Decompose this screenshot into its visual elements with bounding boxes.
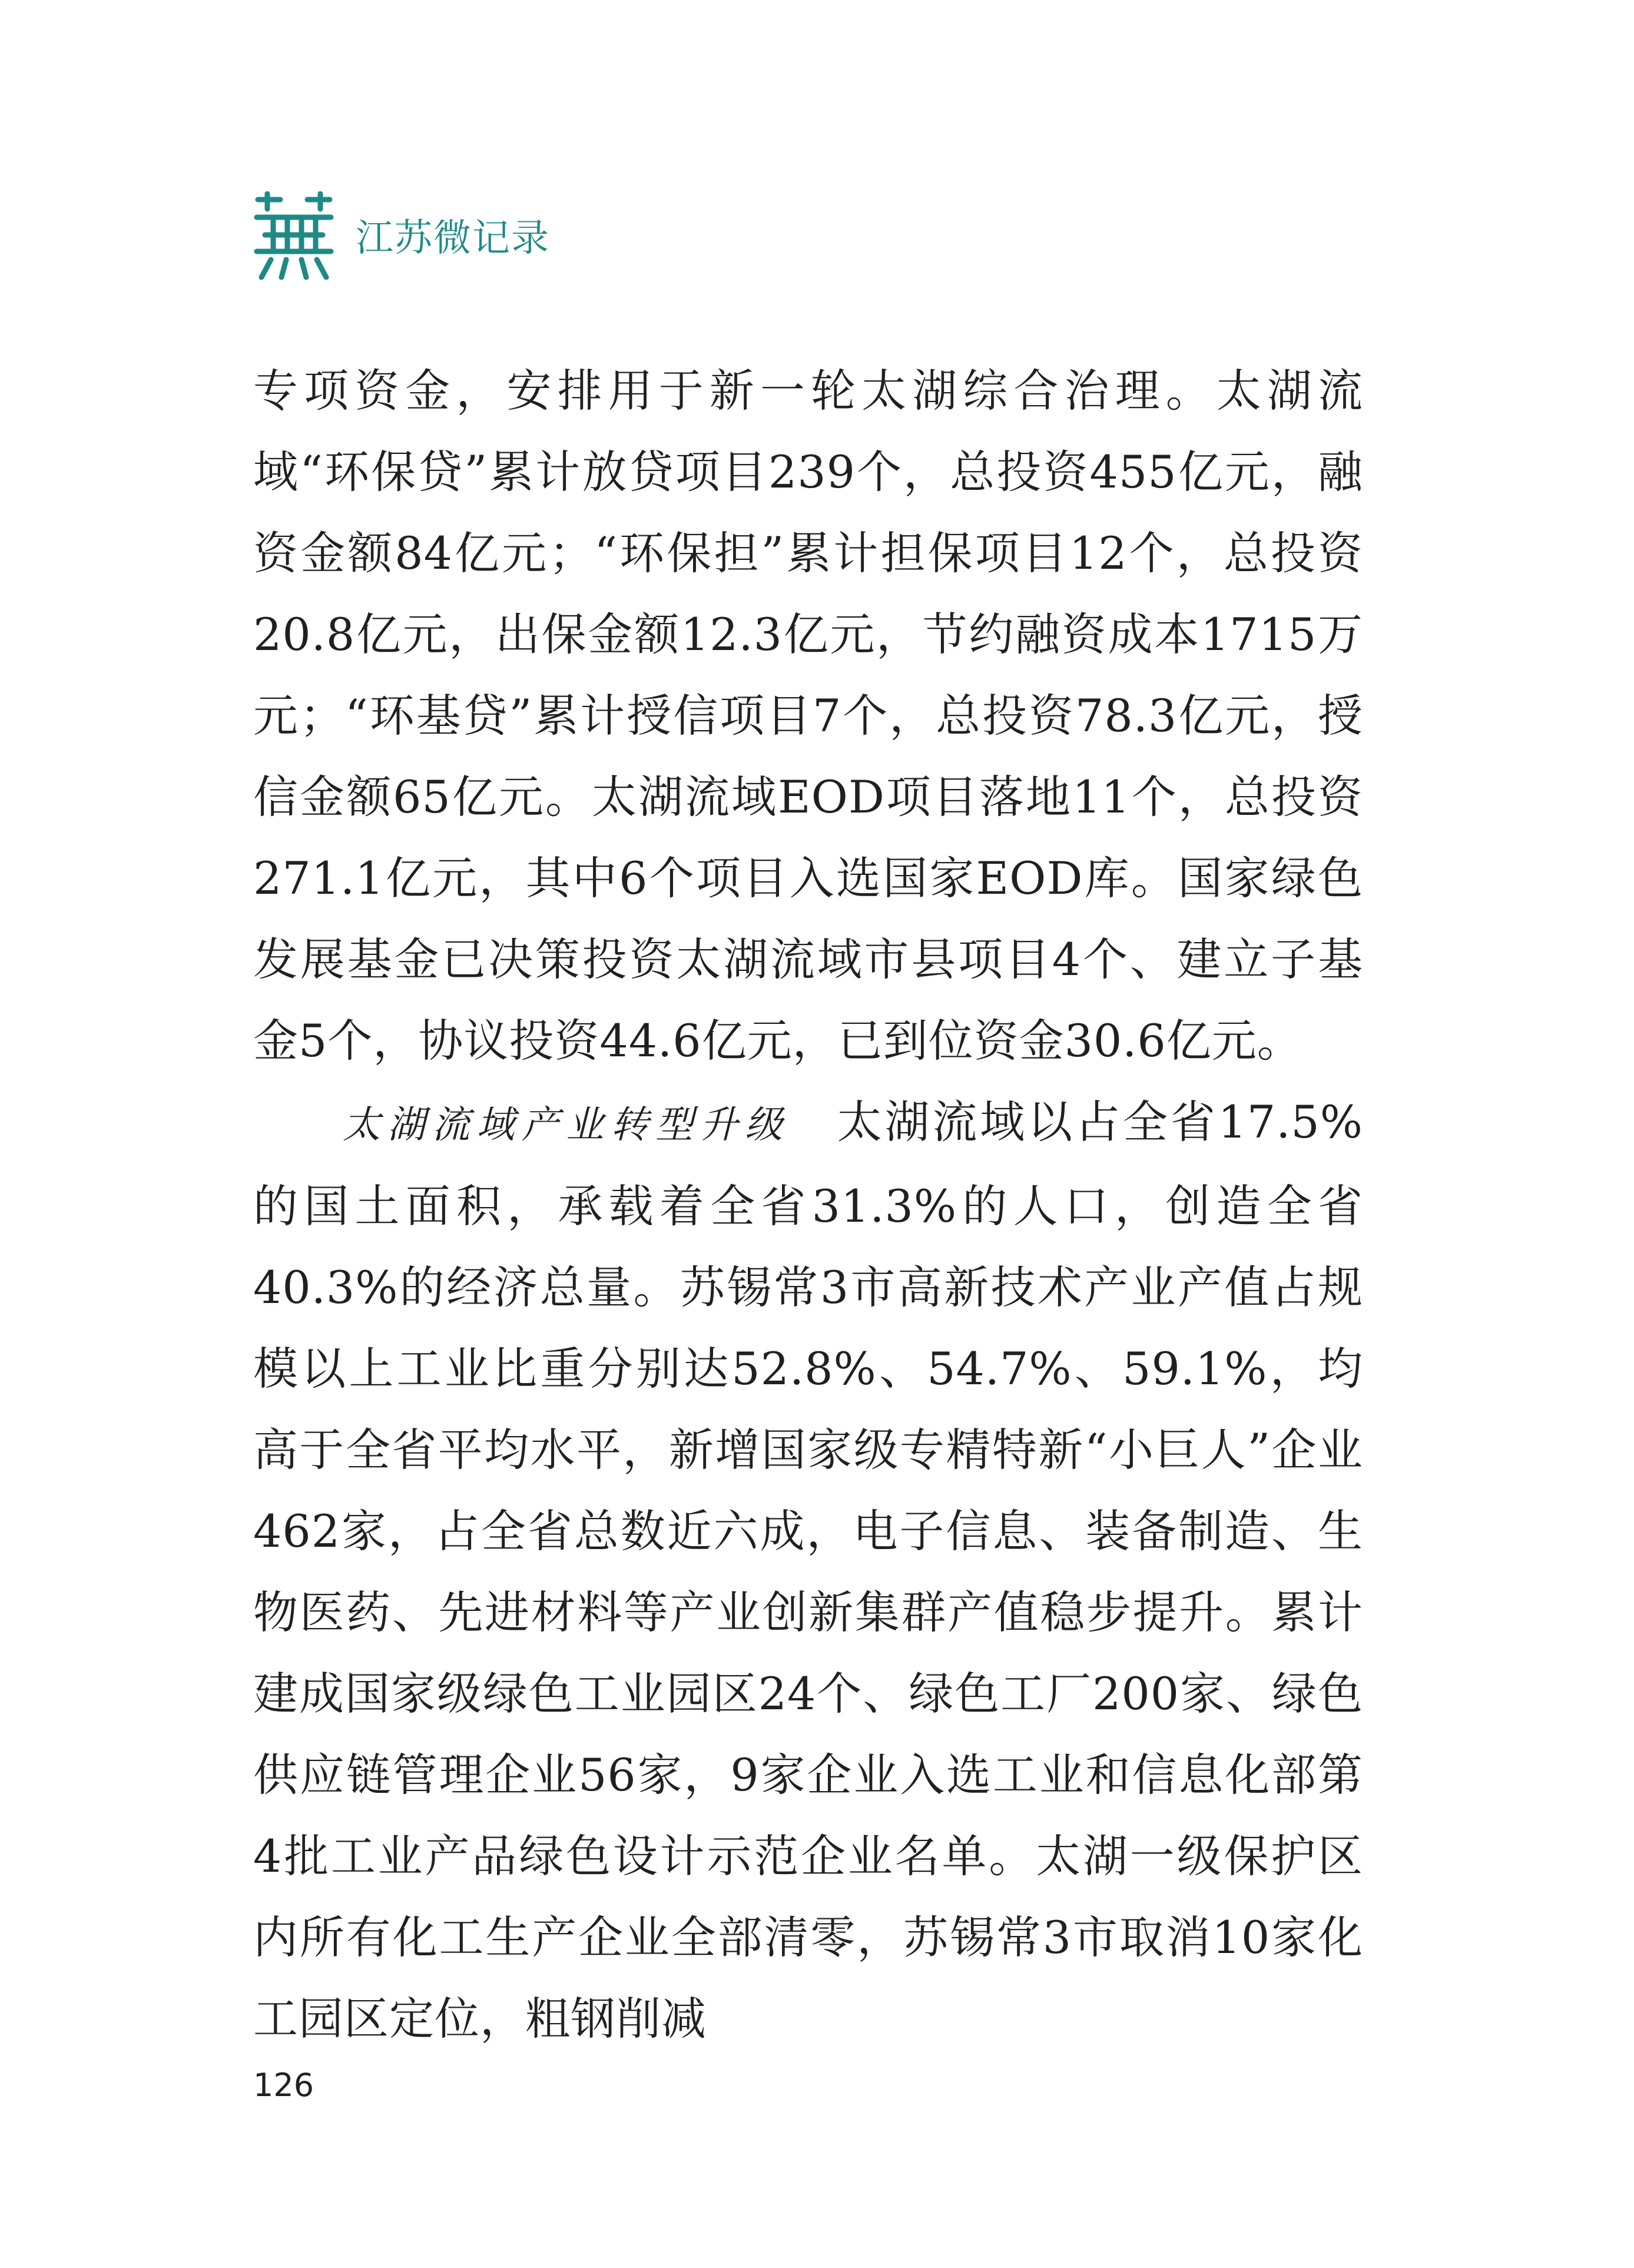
page-header [253, 191, 550, 280]
page-number: 126 [253, 2067, 314, 2104]
paragraph [253, 1082, 1363, 2060]
series-title: 江苏微记录 [356, 217, 550, 260]
paragraph: 专项资金，安排用于新一轮太湖综合治理。太湖流域“环保贷”累计放贷项目239个，总投资455亿元，融资金额84亿元；“环保担”累计担保项目12个，总投资20.8亿元，出保金额12.3亿元，节约融资成本1715万元；“环基贷”累计授信项目7个，总投资78.3亿元，授信金额65亿元。太湖流域EOD项目落地11个，总投资271.1亿元，其中6个项目入选国家EOD库。国家绿色发展基金已决策投资太湖流域市县项目4个、建立子基金5个，协议投资44.6亿元，已到位资金30.6亿元。 [253, 364, 1363, 1067]
jiangsu-series-logo-icon [253, 191, 334, 280]
article-body [253, 350, 1363, 2060]
paragraph-text: 太湖流域以占全省17.5%的国土面积，承载着全省31.3%的人口，创造全省40.3%的经济总量。苏锡常3市高新技术产业产值占规模以上工业比重分别达52.8%、54.7%、59.1%，均高于全省平均水平，新增国家级专精特新“小巨人”企业462家，占全省总数近六成，电子信息、装备制造、生物医药、先进材料等产业创新集群产值稳步提升。累计建成国家级绿色工业园区24个、绿色工厂200家、绿色供应链管理企业56家，9家企业入选工业和信息化部第4批工业产品绿色设计示范企业名单。太湖一级保护区内所有化工生产企业全部清零，苏锡常3市取消10家化工园区定位，粗钢削减 [253, 1096, 1364, 2045]
section-subheading: 太湖流域产业转型升级 [343, 1103, 790, 1147]
subheading-gap [790, 1096, 837, 1148]
